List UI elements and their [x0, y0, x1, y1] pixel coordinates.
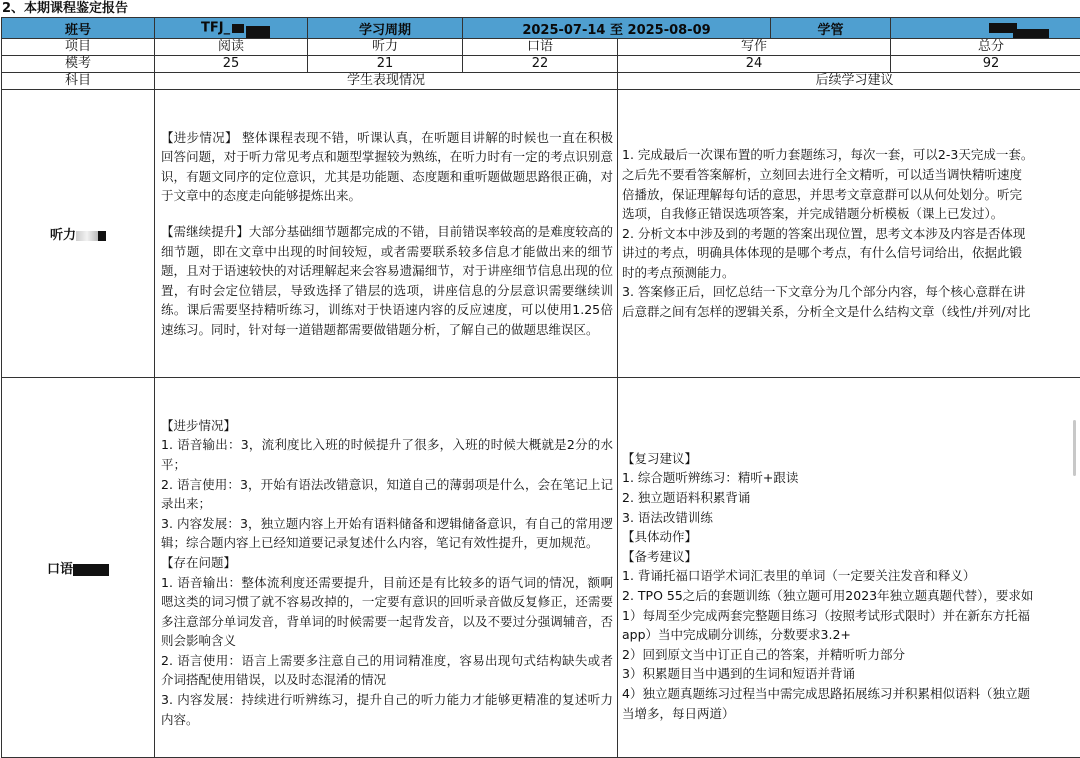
- mock-score-row: [2, 56, 1080, 73]
- advice-line: 之后先不要看答案解析，立刻回去进行全文精听，可以适当调快精听速度: [622, 165, 1080, 185]
- redaction-mark: [246, 26, 270, 38]
- listening-label: 听力: [50, 228, 76, 243]
- mock-label: 模考: [2, 56, 155, 73]
- redaction-mark: [98, 231, 106, 241]
- listening-performance: [155, 90, 618, 378]
- speaking-line: 1. 语音输出：整体流利度还需要提升，目前还是有比较多的语气词的情况，额啊嗯这类的词习惯了就不容易改掉的，一定要有意识的回听录音做反复修正，还需要多注意部分单词发音，背单词的时候需要一起背发音，以及不要过分强调辅音，否则会影响含义: [161, 573, 613, 651]
- performance-label: 学生表现情况: [155, 73, 618, 90]
- speaking-label: 口语: [47, 562, 73, 577]
- listening-progress-paragraph: 【进步情况】 整体课程表现不错，听课认真，在听题目讲解的时候也一直在积极回答问题，对于听力常见考点和题型掌握较为熟练，在听力时有一定的考点识别意识，有题文同序的定位意识，尤其是功能题、态度题和重听题做题思路很正确，对于文章中的态度走向能够提炼出来。: [161, 128, 613, 206]
- advice-line: 3）积累题目当中遇到的生词和短语并背诵: [622, 664, 1080, 684]
- redaction-mark: [1013, 29, 1049, 38]
- listening-row: [2, 90, 1080, 378]
- advice-line: 2. 分析文本中涉及到的考题的答案出现位置，思考文本涉及内容是否体现: [622, 224, 1080, 244]
- advice-line: 2. 独立题语料积累背诵: [622, 488, 1080, 508]
- speaking-subject: [2, 378, 155, 758]
- speaking-line: 3. 内容发展：3，独立题内容上开始有语料储备和逻辑储备意识，有自己的常用逻辑；综合题内容上已经知道要记录复述什么内容，笔记有效性提升，更加规范。: [161, 514, 613, 553]
- speaking-line: 3. 内容发展：持续进行听辨练习，提升自己的听力能力才能够更精准的复述听力内容。: [161, 690, 613, 729]
- subject-label: 科目: [2, 73, 155, 90]
- header-row: [2, 18, 1080, 39]
- item-total: 总分: [891, 39, 1080, 56]
- advice-line: 讲过的考点，明确具体体现的是哪个考点，有什么信号词给出，依据此锻: [622, 243, 1080, 263]
- advice-line: 2）回到原文当中订正自己的答案，并精听听力部分: [622, 645, 1080, 665]
- speaking-line: 【存在问题】: [161, 553, 613, 573]
- class-label: 班号: [2, 18, 155, 39]
- subject-header-row: [2, 73, 1080, 90]
- score-listening: 21: [308, 56, 463, 73]
- period-value: 2025-07-14 至 2025-08-09: [463, 18, 771, 39]
- listening-subject: [2, 90, 155, 378]
- advice-label: 后续学习建议: [618, 73, 1080, 90]
- redaction-mark: [73, 564, 109, 576]
- advice-line: 1. 背诵托福口语学术词汇表里的单词（一定要关注发音和释义）: [622, 566, 1080, 586]
- item-row: [2, 39, 1080, 56]
- class-value-text: TFJ_: [201, 21, 230, 36]
- listening-advice: [618, 90, 1080, 378]
- speaking-line: 【进步情况】: [161, 416, 613, 436]
- advice-line: 3. 答案修正后，回忆总结一下文章分为几个部分内容，每个核心意群在讲: [622, 282, 1080, 302]
- advice-line: 选项，自我修正错误选项答案，并完成错题分析模板（课上已发过）。: [622, 204, 1080, 224]
- score-speaking: 22: [463, 56, 618, 73]
- item-reading: 阅读: [155, 39, 308, 56]
- score-writing: 24: [618, 56, 891, 73]
- advice-line: 【备考建议】: [622, 547, 1080, 567]
- assessment-table: [1, 17, 1080, 758]
- score-total: 92: [891, 56, 1080, 73]
- advice-line: 后意群之间有怎样的逻辑关系，分析全文是什么结构文章（线性/并列/对比: [622, 302, 1080, 322]
- scrollbar-thumb[interactable]: [1073, 420, 1076, 476]
- listening-improve-paragraph: 【需继续提升】大部分基础细节题都完成的不错，目前错误率较高的是难度较高的细节题，即在文章中出现的时间较短，或者需要联系较多信息才能做出来的细节题，且对于语速较快的对话理解起来会容易遗漏细节，对于讲座细节信息出现的位置，有时会定位错层，导致选择了错层的选项，讲座信息的分层意识需要继续训练。课后需要坚持精听练习，训练对于快语速内容的反应速度，可以使用1.25倍速练习。同时，针对每一道错题都需要做错题分析，了解自己的做题思维误区。: [161, 222, 613, 340]
- advice-line: app）当中完成刷分训练，分数要求3.2+: [622, 625, 1080, 645]
- advice-line: 3. 语法改错训练: [622, 508, 1080, 528]
- advice-line: 倍播放，保证理解每句话的意思，并思考文章意群可以从何处划分。听完: [622, 185, 1080, 205]
- paragraph-gap: [161, 206, 613, 222]
- manager-value: [891, 18, 1080, 39]
- advice-line: 1. 综合题听辨练习：精听+跟读: [622, 468, 1080, 488]
- speaking-performance: [155, 378, 618, 758]
- advice-line: 当增多，每日两道）: [622, 704, 1080, 724]
- speaking-row: [2, 378, 1080, 758]
- speaking-line: 1. 语音输出：3，流利度比入班的时候提升了很多，入班的时候大概就是2分的水平；: [161, 435, 613, 474]
- item-listening: 听力: [308, 39, 463, 56]
- speaking-line: 2. 语言使用：语言上需要多注意自己的用词精准度，容易出现句式结构缺失或者介词搭配使用错误，以及时态混淆的情况: [161, 651, 613, 690]
- redaction-mark: [232, 24, 244, 33]
- document-title: 2、本期课程鉴定报告: [2, 0, 128, 17]
- item-label: 项目: [2, 39, 155, 56]
- score-reading: 25: [155, 56, 308, 73]
- advice-line: 【具体动作】: [622, 527, 1080, 547]
- advice-line: 1. 完成最后一次课布置的听力套题练习，每次一套，可以2-3天完成一套。: [622, 145, 1080, 165]
- item-speaking: 口语: [463, 39, 618, 56]
- period-label: 学习周期: [308, 18, 463, 39]
- advice-line: 1）每周至少完成两套完整题目练习（按照考试形式限时）并在新东方托福: [622, 606, 1080, 626]
- speaking-line: 2. 语言使用：3，开始有语法改错意识，知道自己的薄弱项是什么，会在笔记上记录出来；: [161, 475, 613, 514]
- manager-label: 学管: [771, 18, 891, 39]
- item-writing: 写作: [618, 39, 891, 56]
- class-value: [155, 18, 308, 39]
- advice-line: 4）独立题真题练习过程当中需完成思路拓展练习并积累相似语料（独立题: [622, 684, 1080, 704]
- redaction-blur: [76, 231, 98, 241]
- speaking-advice: [618, 378, 1080, 758]
- advice-line: 2. TPO 55之后的套题训练（独立题可用2023年独立题真题代替），要求如: [622, 586, 1080, 606]
- advice-line: 时的考点预测能力。: [622, 263, 1080, 283]
- advice-line: 【复习建议】: [622, 449, 1080, 469]
